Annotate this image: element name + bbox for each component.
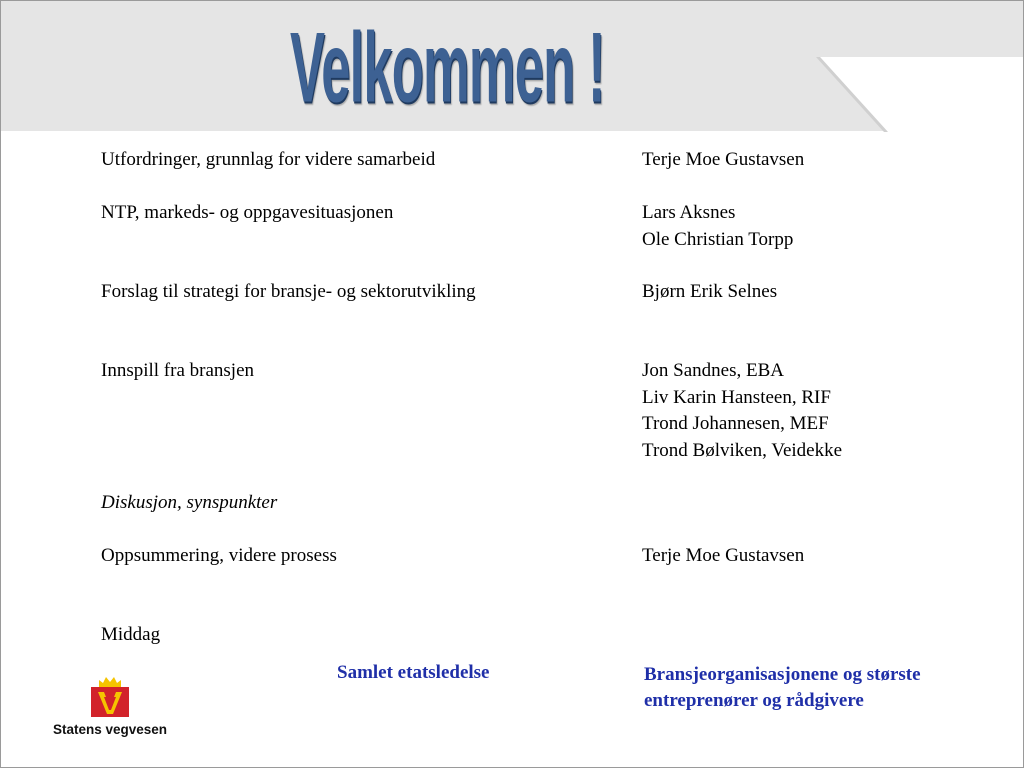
speaker-list: [642, 279, 1002, 306]
speaker-list: [642, 543, 1002, 570]
speaker-name: Terje Moe Gustavsen: [642, 545, 805, 566]
agenda-item: Forslag til strategi for bransje- og sektorutvikling: [101, 281, 476, 302]
crown-road-emblem-icon: [85, 675, 135, 719]
audience-internal-label: Samlet etatsledelse: [337, 662, 490, 683]
speaker-name: Ole Christian Torpp: [642, 228, 794, 250]
speaker-name: Trond Johannesen, MEF: [642, 413, 829, 434]
statens-vegvesen-logo: [53, 675, 183, 745]
speaker-name: Jon Sandnes, EBA: [642, 360, 784, 381]
agenda-item: Utfordringer, grunnlag for videre samarbeid: [101, 149, 436, 170]
audience-external-line: Bransjeorganisasjonene og største: [644, 664, 921, 685]
speaker-name: Trond Bølviken, Veidekke: [642, 439, 843, 461]
speaker-list: [642, 147, 1002, 174]
speaker-name: Lars Aksnes: [642, 202, 736, 223]
agenda-item: Oppsummering, videre prosess: [101, 545, 337, 566]
speaker-name: Liv Karin Hansteen, RIF: [642, 386, 831, 408]
speaker-list: [642, 200, 1002, 253]
audience-external-label: [644, 662, 1004, 714]
speaker-name: Bjørn Erik Selnes: [642, 281, 778, 302]
logo-wordmark: Statens vegvesen: [53, 722, 168, 737]
audience-external-line: entreprenører og rådgivere: [644, 690, 864, 711]
agenda-item: Diskusjon, synspunkter: [101, 492, 278, 513]
agenda-item: Innspill fra bransjen: [101, 360, 255, 381]
speaker-list: [642, 358, 1002, 464]
page-title: Velkommen !: [290, 11, 605, 124]
speaker-name: Terje Moe Gustavsen: [642, 149, 805, 170]
agenda-item: Middag: [101, 624, 161, 645]
agenda-item: NTP, markeds- og oppgavesituasjonen: [101, 202, 394, 223]
